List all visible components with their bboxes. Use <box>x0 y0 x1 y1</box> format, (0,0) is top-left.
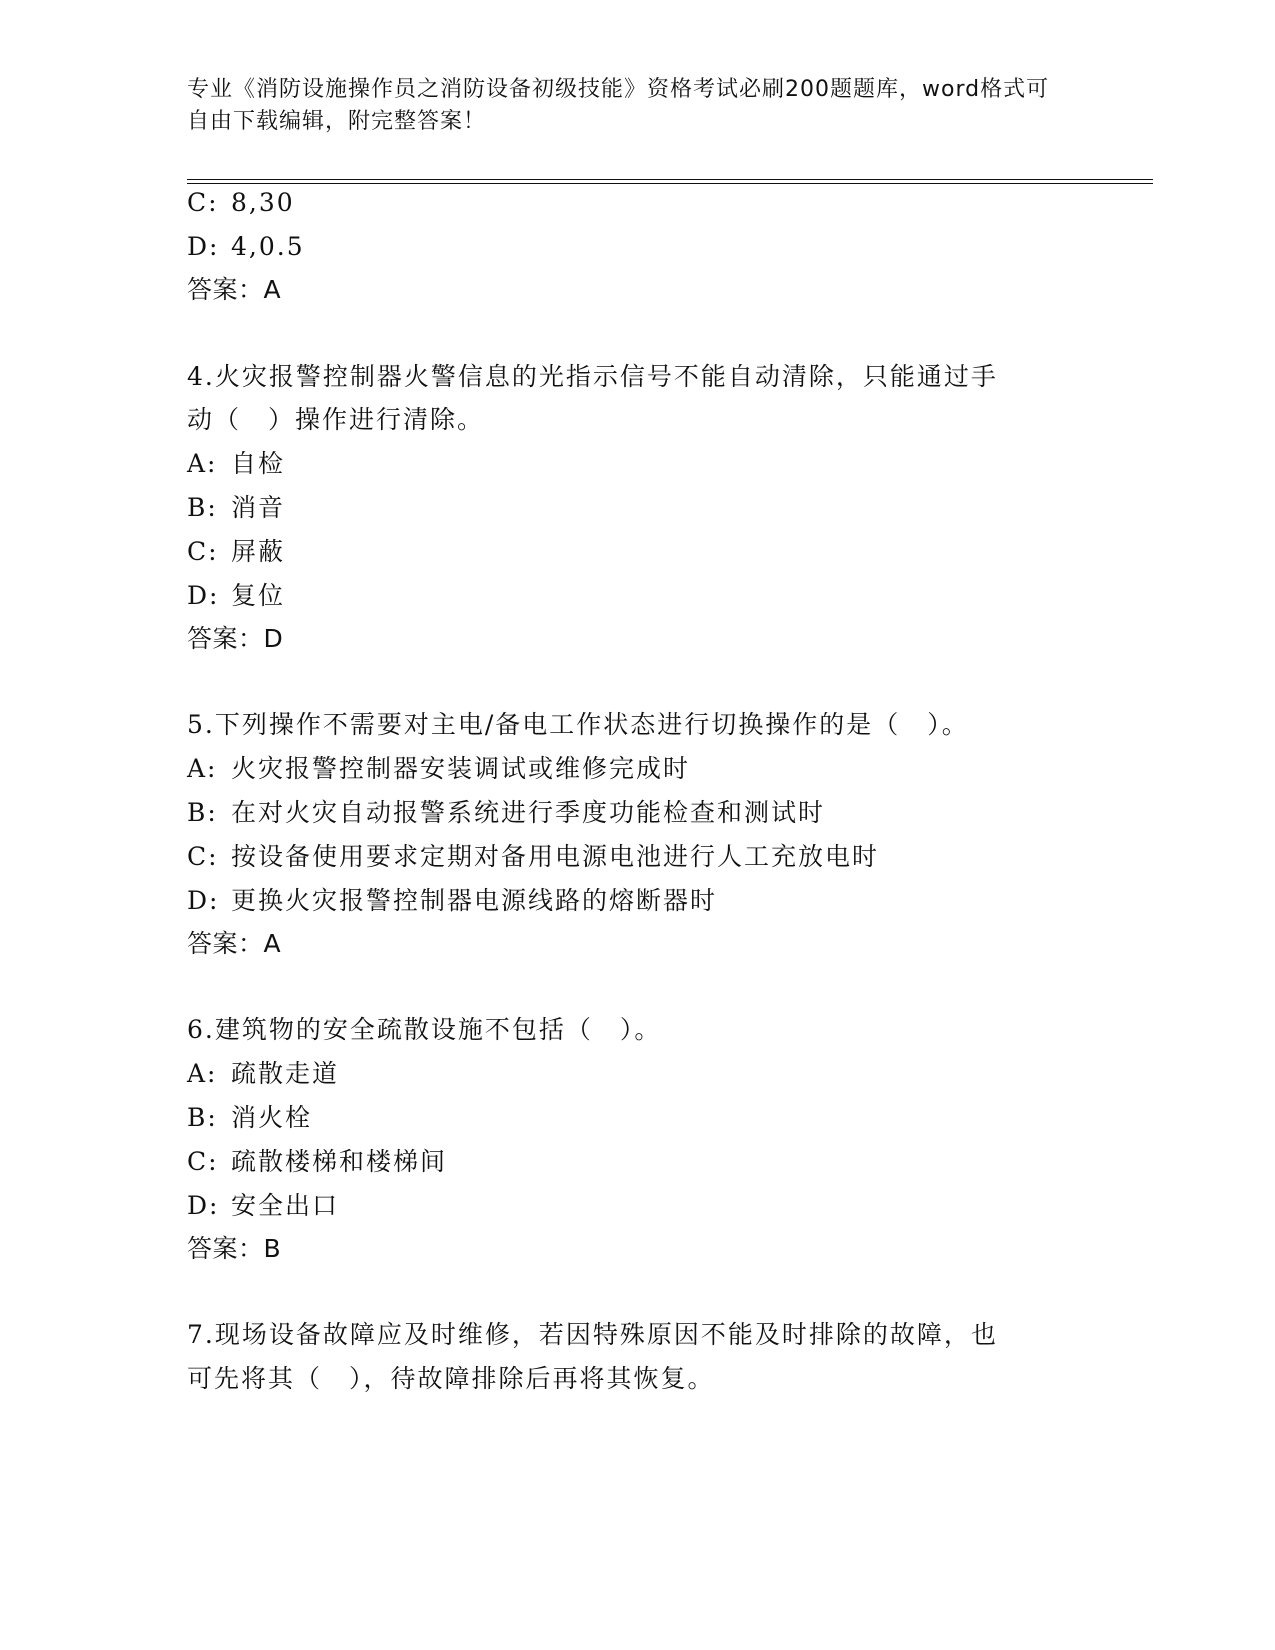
q4-option-c <box>187 534 285 570</box>
option-key: D: <box>187 886 220 915</box>
header-rule-top <box>187 179 1153 180</box>
q5-answer: 答案：A <box>187 929 282 958</box>
option-text: 4,0.5 <box>231 232 305 261</box>
q5-option-c <box>187 839 879 875</box>
option-text: 安全出口 <box>231 1191 340 1220</box>
q6-option-d <box>187 1188 339 1224</box>
page-header: 专业《消防设施操作员之消防设备初级技能》资格考试必刷200题题库，word格式可自由下载编辑，附完整答案！ <box>187 77 1050 134</box>
q4-option-a <box>187 446 285 482</box>
option-key: C: <box>187 842 219 871</box>
q5-option-b <box>187 795 825 831</box>
option-text: 复位 <box>231 581 286 610</box>
q7-stem-line1: 7.现场设备故障应及时维修，若因特殊原因不能及时排除的故障，也 <box>187 1320 998 1349</box>
option-key: A: <box>187 449 218 478</box>
q3-option-d <box>187 229 305 265</box>
option-text: 自检 <box>231 449 286 478</box>
option-text: 消火栓 <box>231 1103 313 1132</box>
q4-option-b <box>187 490 285 526</box>
q7-stem-line2: 可先将其（ ），待故障排除后再将其恢复。 <box>187 1364 715 1393</box>
q4-answer: 答案：D <box>187 624 284 653</box>
q6-option-a <box>187 1056 339 1092</box>
option-key: B: <box>187 1103 218 1132</box>
option-key: B: <box>187 493 218 522</box>
option-key: D: <box>187 232 220 261</box>
header-rule-bottom <box>187 183 1153 184</box>
option-key: C: <box>187 537 219 566</box>
q5-option-d <box>187 883 717 919</box>
option-text: 疏散楼梯和楼梯间 <box>231 1147 448 1176</box>
q5-stem-line1: 5.下列操作不需要对主电/备电工作状态进行切换操作的是（ ）。 <box>187 710 969 739</box>
option-text: 消音 <box>231 493 286 522</box>
option-text: 按设备使用要求定期对备用电源电池进行人工充放电时 <box>231 842 880 871</box>
q6-option-c <box>187 1144 447 1180</box>
option-key: C: <box>187 188 219 217</box>
option-key: C: <box>187 1147 219 1176</box>
option-key: D: <box>187 581 220 610</box>
option-key: A: <box>187 1059 218 1088</box>
q6-answer: 答案：B <box>187 1234 282 1263</box>
option-text: 疏散走道 <box>231 1059 340 1088</box>
option-text: 火灾报警控制器安装调试或维修完成时 <box>231 754 691 783</box>
q6-option-b <box>187 1100 312 1136</box>
option-text: 更换火灾报警控制器电源线路的熔断器时 <box>231 886 718 915</box>
q5-option-a <box>187 751 690 787</box>
option-text: 在对火灾自动报警系统进行季度功能检查和测试时 <box>231 798 826 827</box>
option-key: A: <box>187 754 218 783</box>
q6-stem-line1: 6.建筑物的安全疏散设施不包括（ ）。 <box>187 1015 662 1044</box>
q4-stem-line1: 4.火灾报警控制器火警信息的光指示信号不能自动清除，只能通过手 <box>187 362 998 391</box>
q3-answer: 答案：A <box>187 275 282 304</box>
option-key: D: <box>187 1191 220 1220</box>
q3-option-c <box>187 185 295 221</box>
option-text: 屏蔽 <box>231 537 286 566</box>
q4-stem-line2: 动（ ）操作进行清除。 <box>187 405 485 434</box>
option-key: B: <box>187 798 218 827</box>
q4-option-d <box>187 578 285 614</box>
option-text: 8,30 <box>231 188 295 217</box>
